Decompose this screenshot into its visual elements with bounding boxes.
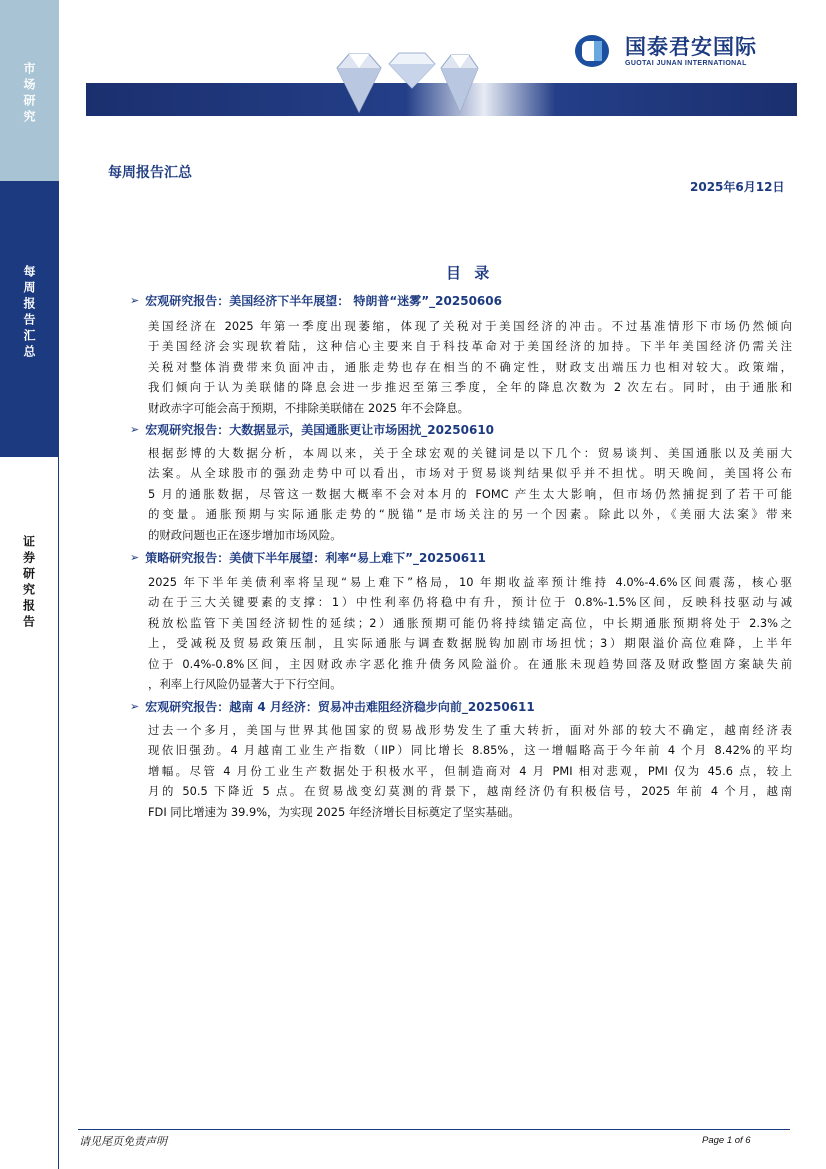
body-line: 我们倾向于认为美联储的降息会进一步推迟至第三季度，全年的降息次数为 2 次左右。同时，由于通胀和: [148, 380, 792, 395]
logo-mark-icon: [571, 35, 615, 67]
body-line: 法案。从全球股市的强劲走势中可以看出，市场对于贸易谈判结果似乎并不担忧。明天晚间，美国将公布: [148, 466, 792, 481]
body-line: 关税对整体消费带来负面冲击，通胀走势也存在相当的不确定性，财政支出端压力也相对较大。政策端，: [148, 359, 792, 374]
section-body: [148, 316, 792, 418]
sidebar-label-weekly-summary: 每周报告汇总: [22, 265, 36, 361]
diamond-icon: [436, 50, 482, 116]
section-heading-text: 宏观研究报告：美国经济下半年展望： 特朗普“迷雾”_20250606: [145, 294, 502, 308]
footer-divider: [78, 1129, 790, 1130]
body-line: 于美国经济会实现软着陆，这种信心主要来自于科技革命对于美国经济的加持。下半年美国经济仍需关注: [148, 339, 792, 354]
body-line: 过去一个多月，美国与世界其他国家的贸易战形势发生了重大转折，面对外部的较大不确定，越南经济表: [148, 723, 792, 737]
sidebar-section-securities-report: [0, 457, 59, 1169]
body-line: 月的 50.5 下降近 5 点。在贸易战变幻莫测的背景下，越南经济仍有积极信号，2025 年前 4 个月，越南: [148, 784, 792, 799]
arrow-bullet-icon: ➢: [130, 294, 140, 307]
section-body: [148, 572, 792, 694]
section-heading: [130, 421, 494, 438]
diamond-icon: [331, 50, 387, 116]
section-body: [148, 720, 792, 822]
body-line: 5 月的通胀数据，尽管这一数据大概率不会对本月的 FOMC 产生太大影响，但市场仍然捕捉到了若干可能: [148, 486, 792, 501]
body-line: 位于 0.4%-0.8%区间，主因财政赤字恶化推升债务风险溢价。在通胀未现趋势回落及财政整固方案缺失前: [148, 656, 792, 671]
logo-chinese-name: 国泰君安国际: [625, 34, 757, 59]
logo-english-name: GUOTAI JUNAN INTERNATIONAL: [625, 59, 747, 67]
body-line: 的财政问题也正在逐步增加市场风险。: [148, 527, 342, 542]
diamond-icon: [385, 50, 439, 90]
sidebar-label-market-research: 市场研究: [22, 62, 36, 126]
sidebar-section-weekly-summary: [0, 181, 59, 457]
body-line: 上，受减税及贸易政策压制，且实际通胀与调查数据脱钩加剧市场担忧；3）期限溢价高位难降，上半年: [148, 636, 792, 651]
body-line: ，利率上行风险仍显著大于下行空间。: [148, 677, 342, 692]
body-line: 动在于三大关键要素的支撑：1）中性利率仍将稳中有升，预计位于 0.8%-1.5%区间，反映科技驱动与减: [148, 595, 792, 610]
body-line: 税放松监管下美国经济韧性的延续；2）通胀预期可能仍将持续锚定高位，中长期通胀预期将处于 2.3%之: [148, 615, 792, 630]
body-line: 2025 年下半年美债利率将呈现“易上难下”格局，10 年期收益率预计维持 4.0%-4.6%区间震荡，核心驱: [148, 575, 792, 589]
body-line: 增幅。尽管 4 月份工业生产数据处于积极水平，但制造商对 4 月 PMI 相对悲观，PMI 仅为 45.6 点，较上: [148, 763, 792, 778]
body-line: 根据彭博的大数据分析，本周以来，关于全球宏观的关键词是以下几个：贸易谈判、美国通胀以及美丽大: [148, 446, 792, 460]
arrow-bullet-icon: ➢: [130, 423, 140, 436]
section-heading: [130, 292, 502, 309]
body-line: 的变量。通胀预期与实际通胀走势的“脱锚”是市场关注的另一个因素。除此以外，《美丽大法案》带来: [148, 507, 792, 522]
section-heading-text: 宏观研究报告：大数据显示，美国通胀更让市场困扰_20250610: [145, 423, 495, 437]
company-logo: [571, 33, 783, 69]
body-line: 财政赤字可能会高于预期，不排除美联储在 2025 年不会降息。: [148, 400, 469, 415]
sidebar: [0, 0, 59, 1169]
sidebar-section-market-research: [0, 0, 59, 181]
body-line: 现依旧强劲。4 月越南工业生产指数（IIP）同比增长 8.85%，这一增幅略高于今年前 4 个月 8.42%的平均: [148, 743, 792, 758]
body-line: FDI 同比增速为 39.9%，为实现 2025 年经济增长目标奠定了坚实基础。: [148, 804, 520, 819]
sidebar-label-securities-report: 证券研究报告: [21, 535, 36, 631]
section-heading-text: 策略研究报告：美债下半年展望：利率“易上难下”_20250611: [145, 551, 486, 565]
report-title: 每周报告汇总: [108, 165, 192, 181]
arrow-bullet-icon: ➢: [130, 551, 140, 564]
section-heading: [130, 549, 486, 566]
report-date: 2025年6月12日: [690, 180, 785, 194]
section-heading-text: 宏观研究报告：越南 4 月经济：贸易冲击难阻经济稳步向前_20250611: [145, 700, 535, 714]
arrow-bullet-icon: ➢: [130, 700, 140, 713]
page-number: Page 1 of 6: [702, 1135, 751, 1146]
section-heading: [130, 698, 535, 715]
toc-title: 目 录: [446, 264, 494, 282]
body-line: 美国经济在 2025 年第一季度出现萎缩，体现了关税对于美国经济的冲击。不过基准情形下市场仍然倾向: [148, 319, 792, 333]
disclaimer-note: 请见尾页免责声明: [79, 1135, 167, 1148]
section-body: [148, 443, 792, 545]
